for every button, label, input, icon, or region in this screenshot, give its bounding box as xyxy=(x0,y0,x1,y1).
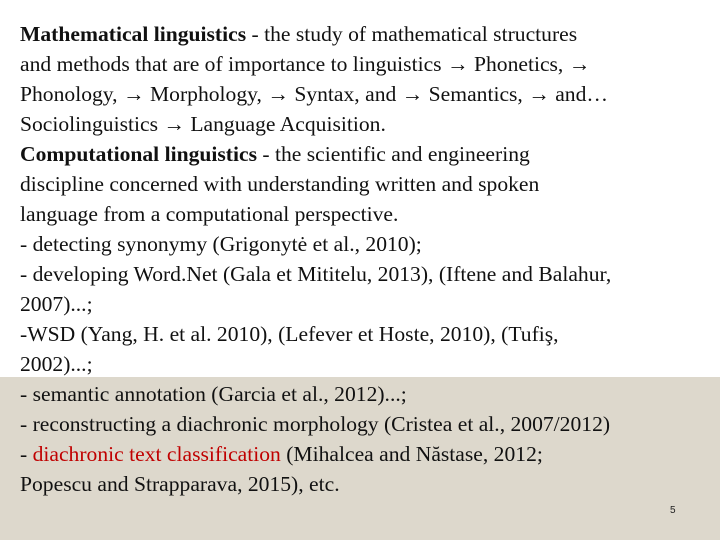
list-item-semantic-annotation: - semantic annotation (Garcia et al., 2012)...; xyxy=(20,382,407,406)
mathematical-linguistics-definition-1: - the study of mathematical structures xyxy=(246,22,578,46)
computational-linguistics-line-2: discipline concerned with understanding written and spoken xyxy=(20,172,540,196)
mathematical-linguistics-line-3: Phonology, → Morphology, → Syntax, and → Semantics, → and… xyxy=(20,82,608,106)
list-item-synonymy: - detecting synonymy (Grigonytė et al., 2010); xyxy=(20,232,422,256)
list-item-wordnet-line-1: - developing Word.Net (Gala et Mititelu, 2013), (Iftene and Balahur, xyxy=(20,262,612,286)
page-number: 5 xyxy=(670,505,676,516)
computational-linguistics-line-1 xyxy=(20,139,716,169)
list-item-wordnet-line-2: 2007)...; xyxy=(20,292,93,316)
mathematical-linguistics-line-4: Sociolinguistics → Language Acquisition. xyxy=(20,112,386,136)
mathematical-linguistics-term: Mathematical linguistics xyxy=(20,22,247,46)
mathematical-linguistics-line-2: and methods that are of importance to linguistics → Phonetics, → xyxy=(20,52,591,76)
computational-linguistics-line-3: language from a computational perspective. xyxy=(20,202,399,226)
classification-citation: (Mihalcea and Năstase, 2012; xyxy=(280,442,543,466)
classification-prefix: - xyxy=(20,442,33,466)
computational-linguistics-term: Computational linguistics xyxy=(20,142,257,166)
list-item-diachronic-morphology: - reconstructing a diachronic morphology (Cristea et al., 2007/2012) xyxy=(20,412,611,436)
list-item-wsd-line-2: 2002)...; xyxy=(20,352,93,376)
list-item-classification-line-2: Popescu and Strapparava, 2015), etc. xyxy=(20,472,340,496)
computational-linguistics-definition-1: - the scientific and engineering xyxy=(256,142,530,166)
list-item-classification-line-1 xyxy=(20,439,716,469)
diachronic-text-classification-highlight: diachronic text classification xyxy=(32,442,281,466)
list-item-wsd-line-1: -WSD (Yang, H. et al. 2010), (Lefever et Hoste, 2010), (Tufiş, xyxy=(20,322,559,346)
slide-body xyxy=(20,19,716,499)
mathematical-linguistics-line-1 xyxy=(20,19,716,49)
